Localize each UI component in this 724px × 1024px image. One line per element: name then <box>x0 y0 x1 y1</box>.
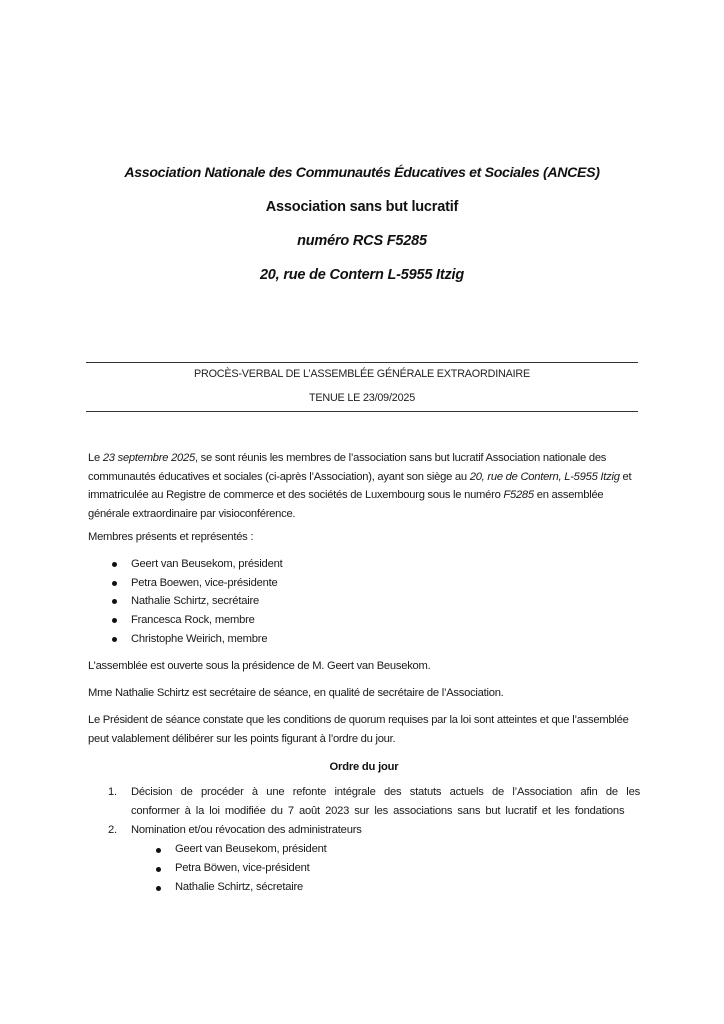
agenda-title: Ordre du jour <box>329 761 399 773</box>
intro-text-1: Le <box>88 452 103 464</box>
member-name: Nathalie Schirtz, secrétaire <box>131 595 260 608</box>
agenda-list <box>88 783 640 897</box>
intro-paragraph <box>88 449 640 523</box>
rcs-code: F5285 <box>503 489 534 501</box>
agenda-item-number: 1. <box>108 786 117 798</box>
member-name: Francesca Rock, membre <box>131 614 255 627</box>
members-heading: Membres présents et représentés : <box>88 531 254 543</box>
minutes-title-box <box>86 362 638 412</box>
member-name: Petra Boewen, vice-présidente <box>131 576 278 589</box>
member-name: Christophe Weirich, membre <box>131 632 268 645</box>
opening-paragraph: L’assemblée est ouverte sous la présidence de M. Geert van Beusekom. <box>88 660 431 672</box>
intro-text-4: en assemblée générale extraordinaire par visioconférence. <box>88 489 604 520</box>
agenda-item-text: Décision de procéder à une refonte intégrale des statuts actuels de l’Association afin de les conformer à la loi modifiée du 7 août 2023 sur les associations sans but lucratif et les fondations <box>131 786 640 817</box>
legal-form: Association sans but lucratif <box>265 199 459 215</box>
bullet-icon <box>112 637 117 642</box>
administrator-name: Nathalie Schirtz, sécretaire <box>175 881 304 893</box>
members-list <box>88 555 640 648</box>
association-name: Association Nationale des Communautés Éducatives et Sociales (ANCES) <box>124 165 600 181</box>
list-item <box>88 592 640 611</box>
intro-text-3: et immatriculée au Registre de commerce et des sociétés de Luxembourg sous le numéro <box>88 470 632 501</box>
list-item <box>88 574 640 593</box>
agenda-item <box>88 821 640 897</box>
document-header <box>86 164 638 300</box>
minutes-title: PROCÈS-VERBAL DE L’ASSEMBLÉE GÉNÉRALE EXTRAORDINAIRE <box>193 368 530 380</box>
list-item <box>88 611 640 630</box>
bullet-icon <box>112 618 117 623</box>
member-name: Geert van Beusekom, président <box>131 558 283 570</box>
administrators-list <box>131 840 640 897</box>
association-address: 20, rue de Contern L-5955 Itzig <box>259 267 465 283</box>
intro-text-2: , se sont réunis les membres de l’association sans but lucratif Association nationale des communautés éducatives et sociales (ci-après l’Association), ayant son siège au <box>88 452 607 483</box>
bullet-icon <box>112 599 117 604</box>
rcs-number: numéro RCS F5285 <box>297 233 427 249</box>
bullet-icon <box>156 886 161 891</box>
agenda-item-number: 2. <box>108 824 117 836</box>
administrator-name: Geert van Beusekom, président <box>175 843 327 855</box>
quorum-paragraph: Le Président de séance constate que les conditions de quorum requises par la loi sont atteintes et que l’assemblée peut valablement délibérer sur les points figurant à l’ordre du jour. <box>88 714 629 745</box>
bullet-icon <box>156 848 161 853</box>
list-item <box>88 630 640 649</box>
bullet-icon <box>112 562 117 567</box>
administrator-name: Petra Böwen, vice-président <box>175 862 310 874</box>
bullet-icon <box>112 581 117 586</box>
agenda-item-text: Nomination et/ou révocation des administrateurs <box>131 824 362 836</box>
bullet-icon <box>156 867 161 872</box>
agenda-item <box>88 783 640 821</box>
list-item <box>131 878 640 897</box>
list-item <box>131 840 640 859</box>
seat-address: 20, rue de Contern, L-5955 Itzig <box>469 470 620 483</box>
list-item <box>88 555 640 574</box>
minutes-date: TENUE LE 23/09/2025 <box>308 392 416 404</box>
secretary-paragraph: Mme Nathalie Schirtz est secrétaire de séance, en qualité de secrétaire de l’Association. <box>88 687 504 699</box>
meeting-date: 23 septembre 2025 <box>102 452 195 464</box>
list-item <box>131 859 640 878</box>
